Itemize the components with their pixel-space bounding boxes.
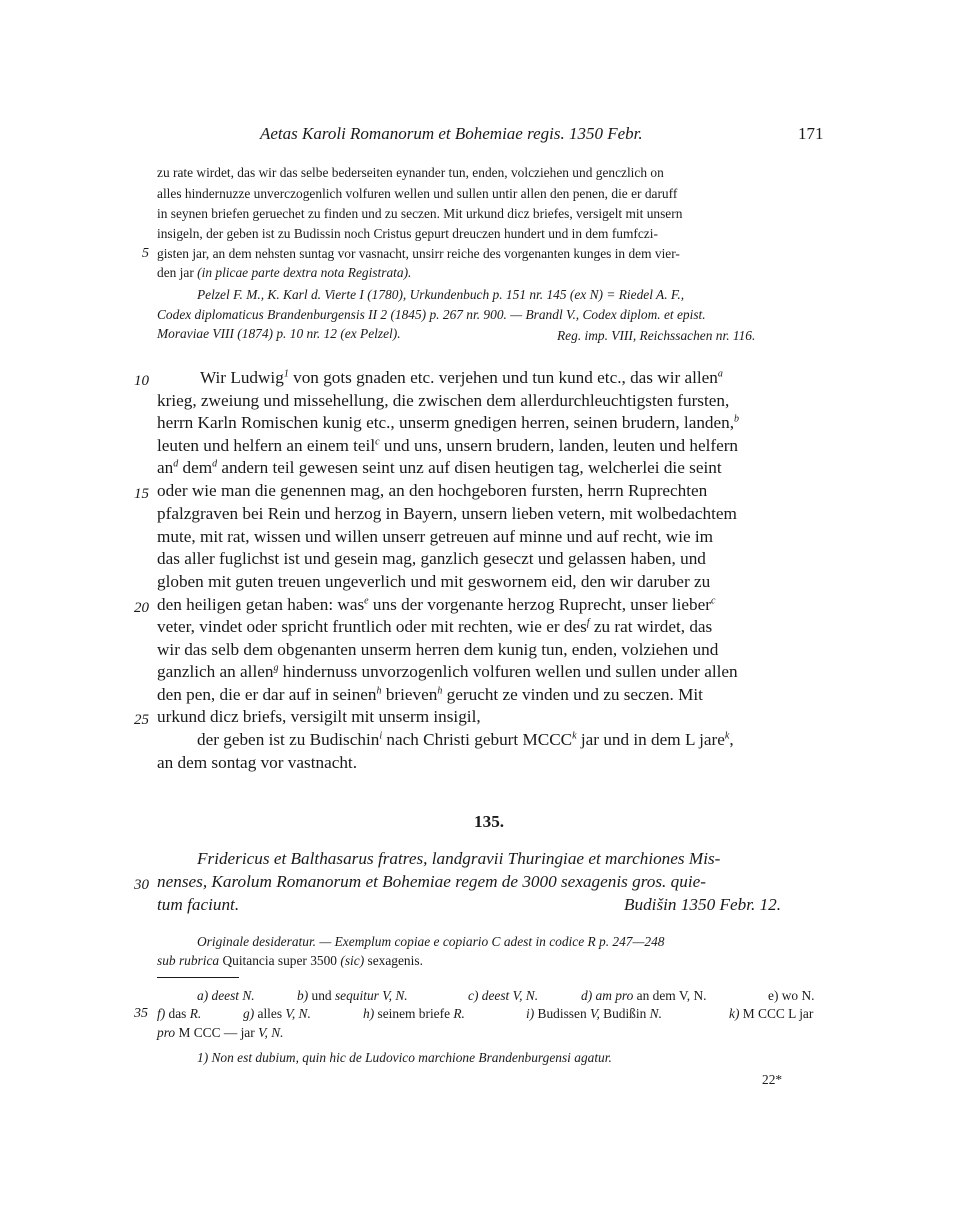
- text-span: von gots gnaden etc. verjehen und tun kund etc., das wir allen: [288, 368, 718, 387]
- footnote-ref-g: g: [273, 662, 279, 674]
- text-span: V, N.: [282, 1006, 311, 1021]
- text-span: R.: [186, 1006, 202, 1021]
- main-line-7: pfalzgraven bei Rein und herzog in Bayern, unsern lieben vetern, mit wolbedachtem: [157, 504, 737, 523]
- line-number-15: 15: [134, 486, 149, 502]
- plica-note: (in plicae parte dextra nota Registrata).: [197, 265, 412, 280]
- text-span: M CCC L jar: [742, 1006, 814, 1021]
- footnote-c: c) deest V, N.: [468, 988, 539, 1003]
- text-span: R.: [450, 1006, 465, 1021]
- main-line-5: [157, 458, 722, 478]
- main-line-3: [157, 413, 739, 433]
- main-line-4: [157, 436, 738, 456]
- prev-line-6-text: den jar: [157, 265, 194, 280]
- text-span: und uns, unsern brudern, landen, leuten und helfern: [379, 436, 739, 455]
- line-number-5: 5: [142, 246, 149, 261]
- line-number-25: 25: [134, 712, 149, 728]
- main-line-11: [157, 595, 715, 615]
- ref-line-2: Codex diplomaticus Brandenburgensis II 2 (1845) p. 267 nr. 900. — Brandl V., Codex diplom. et epist.: [157, 307, 706, 322]
- footnote-ref-h: h: [376, 685, 382, 697]
- line-number-20: 20: [134, 600, 149, 616]
- prev-line-3: in seynen briefen geruechet zu finden und zu seczen. Mit urkund dicz briefes, versigelt mit unsern: [157, 206, 683, 221]
- main-line-6: oder wie man die genennen mag, an den hochgeboren fursten, herrn Ruprechten: [157, 481, 708, 500]
- text-span: N.: [646, 1006, 662, 1021]
- regest-line-3: tum faciunt.: [157, 895, 240, 914]
- footnote-1: 1) Non est dubium, quin hic de Ludovico marchione Brandenburgensi agatur.: [197, 1050, 612, 1065]
- text-span: g): [243, 1006, 258, 1021]
- text-span: brieven: [381, 685, 438, 704]
- document-number: 135.: [474, 812, 505, 831]
- source-line-2: [157, 953, 423, 969]
- footnote-ref-1: 1: [283, 368, 289, 380]
- footnote-ref-h: h: [437, 685, 443, 697]
- text-span: der geben ist zu Budischin: [197, 730, 380, 749]
- text-span: Budißin: [603, 1006, 647, 1021]
- footnote-ref-c: c: [710, 595, 716, 607]
- running-title: Aetas Karoli Romanorum et Bohemiae regis. 1350 Febr.: [260, 124, 643, 143]
- prev-line-4: insigeln, der geben ist zu Budissin noch Cristus gepurt dreuczen hundert und in dem fumfczi-: [157, 226, 658, 241]
- ref-line-1: Pelzel F. M., K. Karl d. Vierte I (1780), Urkundenbuch p. 151 nr. 145 (ex N) = Riedel A. F.,: [197, 287, 685, 302]
- footnote-f: [157, 1006, 201, 1022]
- main-line-2: krieg, zweiung und missehellung, die zwischen dem allerdurchleuchtigsten fursten,: [157, 391, 730, 410]
- footnote-d: [581, 988, 706, 1004]
- text-span: veter, vindet oder spricht fruntlich oder mit rechten, wie er des: [157, 617, 587, 636]
- footnote-ref-k: k: [724, 730, 730, 742]
- text-span: Quitancia super 3500: [219, 953, 341, 968]
- text-span: andern teil gewesen seint unz auf disen heutigen tag, welcherlei die seint: [217, 458, 722, 477]
- regest-line-2: nenses, Karolum Romanorum et Bohemiae regem de 3000 sexagenis gros. quie-: [157, 872, 706, 891]
- text-span: i): [526, 1006, 538, 1021]
- text-span: ganzlich an allen: [157, 662, 274, 681]
- text-span: f): [157, 1006, 169, 1021]
- prev-line-5: gisten jar, an dem nehsten suntag vor vasnacht, unsirr reiche des vorgenanten kunges in dem vier-: [157, 246, 680, 261]
- prev-line-2: alles hindernuzze unverczogenlich volfuren wellen und sullen untir allen den penen, die er daruff: [157, 186, 678, 201]
- text-span: alles: [257, 1006, 283, 1021]
- text-span: und: [311, 988, 332, 1003]
- prev-line-6: [157, 265, 411, 281]
- source-line-1: Originale desideratur. — Exemplum copiae e copiario C adest in codice R p. 247—248: [197, 934, 665, 949]
- text-span: Budissen: [537, 1006, 587, 1021]
- footnote-k: [729, 1006, 813, 1022]
- ref-line-3: Moraviae VIII (1874) p. 10 nr. 12 (ex Pelzel).: [157, 326, 401, 341]
- sheet-signature: 22*: [762, 1072, 783, 1087]
- text-span: den heiligen getan haben: was: [157, 595, 365, 614]
- footnote-ref-i: i: [379, 730, 383, 742]
- text-span: d) am: [581, 988, 616, 1003]
- text-span: nach Christi geburt MCCC: [382, 730, 573, 749]
- footnote-e: e) wo N.: [768, 988, 815, 1003]
- footnote-h: [363, 1006, 465, 1022]
- footnote-ref-e: e: [364, 595, 369, 607]
- main-line-16: urkund dicz briefs, versigilt mit unserm insigil,: [157, 707, 481, 726]
- text-span: pro: [157, 1025, 176, 1040]
- regest-line-1: Fridericus et Balthasarus fratres, landgravii Thuringiae et marchiones Mis-: [197, 849, 721, 868]
- text-span: jar und in dem L jare: [576, 730, 725, 749]
- text-span: V,: [586, 1006, 604, 1021]
- text-span: b): [297, 988, 312, 1003]
- main-line-8: mute, mit rat, wissen und willen unserr getreuen auf minne und auf recht, wie im: [157, 527, 714, 546]
- footnote-ref-d: d: [173, 458, 179, 470]
- text-span: V, N.: [254, 1025, 284, 1040]
- footnote-a: a) deest N.: [197, 988, 255, 1003]
- footnote-ref-b: b: [734, 413, 740, 425]
- footnote-k-continued: [157, 1025, 284, 1041]
- main-line-14: [157, 662, 738, 682]
- place-date: Budišin 1350 Febr. 12.: [624, 895, 782, 914]
- text-span: sequitur V, N.: [331, 988, 408, 1003]
- text-span: an: [157, 458, 174, 477]
- main-line-18: an dem sontag vor vastnacht.: [157, 753, 357, 772]
- footnote-ref-f: f: [586, 617, 590, 629]
- regesta-imperii-ref: Reg. imp. VIII, Reichssachen nr. 116.: [557, 328, 756, 343]
- text-span: dem: [178, 458, 213, 477]
- text-span: den pen, die er dar auf in seinen: [157, 685, 377, 704]
- text-span: uns der vorgenante herzog Ruprecht, unser lieber: [368, 595, 711, 614]
- line-number-35: 35: [134, 1006, 148, 1021]
- main-line-12: [157, 617, 712, 637]
- text-span: das: [168, 1006, 187, 1021]
- text-span: sexagenis.: [364, 953, 423, 968]
- main-line-9: das aller fuglichst ist und gesein mag, ganzlich geseczt und gelassen haben, und: [157, 549, 706, 568]
- text-span: zu rat wirdet, das: [589, 617, 713, 636]
- prev-line-1: zu rate wirdet, das wir das selbe bederseiten eynander tun, enden, volcziehen und genczlich on: [157, 165, 664, 180]
- footnote-ref-a: a: [717, 368, 723, 380]
- line-number-10: 10: [134, 373, 149, 389]
- main-line-15: [157, 685, 703, 705]
- footnote-ref-d: d: [212, 458, 218, 470]
- text-span: (sic): [340, 953, 365, 968]
- footnote-i: [526, 1006, 662, 1022]
- footnote-ref-k: k: [572, 730, 577, 742]
- footnote-b: [297, 988, 408, 1004]
- text-span: sub rubrica: [157, 953, 220, 968]
- text-span: k): [729, 1006, 743, 1021]
- main-line-10: globen mit guten treuen ungeverlich und mit geswornem eid, den wir daruber zu: [157, 572, 711, 591]
- text-span: M CCC — jar: [175, 1025, 255, 1040]
- main-line-1: [200, 368, 723, 388]
- main-line-17: der geben ist zu Budischin$^i$ nach Christi geburt MCCC$^k$ jar und in dem L jare$^k$,: [197, 730, 734, 749]
- main-line-13: wir das selb dem obgenanten unserm herren dem kunig tun, enden, volziehen und: [157, 640, 719, 659]
- footnote-separator: [157, 977, 239, 978]
- text-span: h): [363, 1006, 378, 1021]
- text-span: an dem V, N.: [633, 988, 707, 1003]
- footnote-ref-c: c: [375, 436, 380, 448]
- text-span: pro: [615, 988, 634, 1003]
- text-span: hindernuss unvorzogenlich volfuren wellen und sullen under allen: [278, 662, 738, 681]
- text-span: seinem briefe: [377, 1006, 451, 1021]
- text-span: Wir Ludwig: [200, 368, 284, 387]
- page-number: 171: [798, 124, 824, 143]
- footnote-g: [243, 1006, 311, 1022]
- text-span: gerucht ze vinden und zu seczen. Mit: [442, 685, 703, 704]
- text-span: leuten und helfern an einem teil: [157, 436, 376, 455]
- text-span: herrn Karln Romischen kunig etc., unserm gnedigen herren, seinen brudern, landen,: [157, 413, 735, 432]
- line-number-30: 30: [134, 877, 149, 893]
